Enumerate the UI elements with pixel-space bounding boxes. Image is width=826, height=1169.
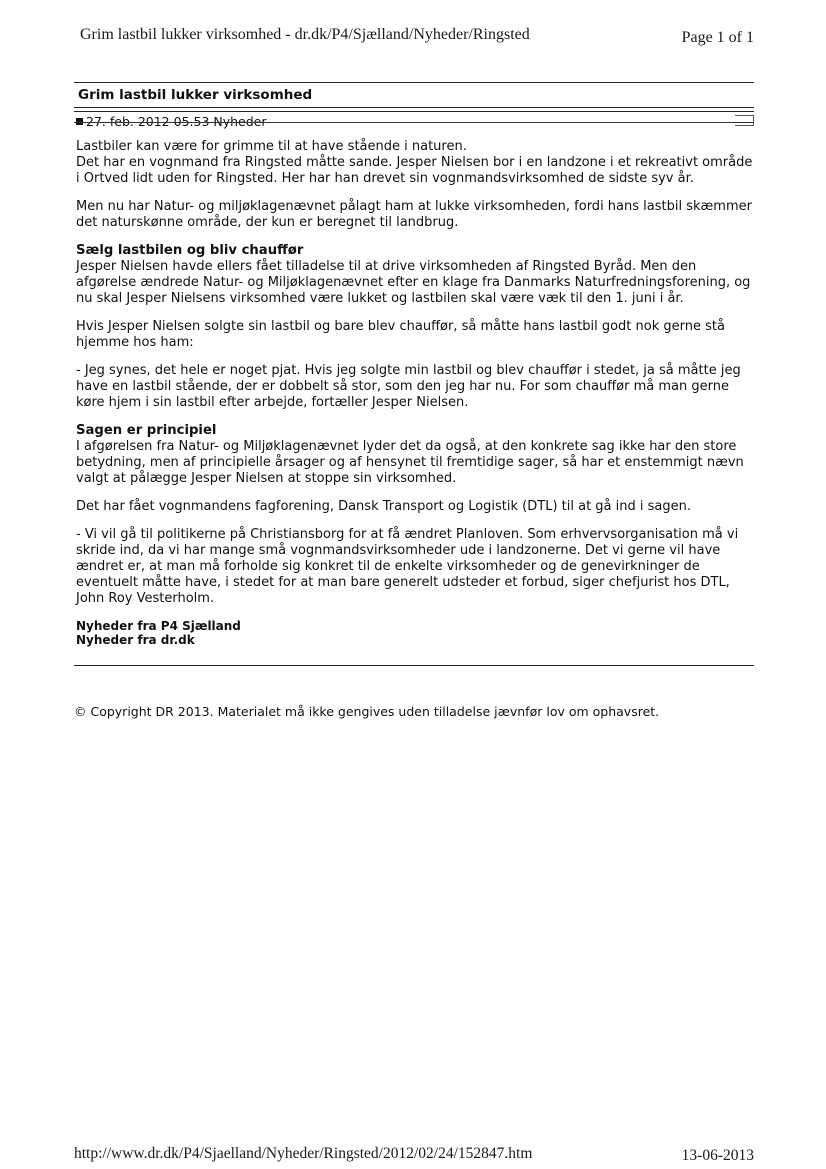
copyright-notice: © Copyright DR 2013. Materialet må ikke gengives uden tilladelse jævnfør lov om ophavsret. [74, 704, 660, 719]
source-line: Nyheder fra dr.dk [76, 633, 195, 647]
source-line: Nyheder fra P4 Sjælland [76, 619, 241, 633]
quote-paragraph: - Jeg synes, det hele er noget pjat. Hvis jeg solgte min lastbil og blev chauffør i stedet, ja så måtte jeg have en lastbil stående, der er dobbelt så stor, som den jeg har nu. For som chauffør må man gerne køre hjem i sin lastbil efter arbejde, fortæller Jesper Nielsen. [76, 363, 741, 410]
title-top-rule [74, 82, 754, 83]
meta-box-end [735, 115, 754, 126]
print-footer-url: http://www.dr.dk/P4/Sjaelland/Nyheder/Ringsted/2012/02/24/152847.htm [74, 1145, 533, 1162]
meta-strike-line [74, 122, 754, 123]
body-paragraph: Hvis Jesper Nielsen solgte sin lastbil og bare blev chauffør, så måtte hans lastbil godt nok gerne stå hjemme hos ham: [76, 319, 725, 350]
article-title: Grim lastbil lukker virksomhed [78, 87, 313, 103]
intro-paragraph: Lastbiler kan være for grimme til at have stående i naturen. Det har en vognmand fra Ringsted måtte sande. Jesper Nielsen bor i en landzone i et rekreativt område i Ortved lidt uden for Ringsted. Her har han drevet sin vognmandsvirksomhed de sidste syv år. [76, 139, 753, 186]
section-heading: Sælg lastbilen og bliv chauffør [76, 243, 304, 258]
article-meta [74, 114, 754, 130]
title-bottom-rule [74, 107, 754, 112]
quote-paragraph: - Vi vil gå til politikerne på Christiansborg for at få ændret Planloven. Som erhvervsorganisation må vi skride ind, da vi har mange små vognmandsvirksomheder ude i landzonerne. Det vi gerne vil have ændret er, at man må forholde sig konkret til de enkelte virksomheder og de genevirkninger de eventuelt måtte have, i stedet for at man bare generelt udsteder et forbud, siger chefjurist hos DTL, John Roy Vesterholm. [76, 527, 739, 606]
body-paragraph: Men nu har Natur- og miljøklagenævnet pålagt ham at lukke virksomheden, fordi hans lastbil skæmmer det naturskønne område, der kun er beregnet til landbrug. [76, 199, 752, 230]
section-heading: Sagen er principiel [76, 423, 217, 438]
body-paragraph: Jesper Nielsen havde ellers fået tilladelse til at drive virksomheden af Ringsted Byråd. Men den afgørelse ændrede Natur- og Miljøklagenævnet efter en klage fra Danmarks Naturfredningsforening, og nu skal Jesper Nielsens virksomhed være lukket og lastbilen skal være væk til den 1. juni i år. [76, 259, 751, 306]
article-date-category: 27. feb. 2012 05.53 Nyheder [86, 114, 267, 129]
print-footer-date: 13-06-2013 [681, 1147, 754, 1164]
print-header-page-number: Page 1 of 1 [681, 29, 754, 46]
article [74, 82, 754, 719]
article-bottom-rule [74, 665, 754, 666]
body-paragraph: I afgørelsen fra Natur- og Miljøklagenævnet lyder det da også, at den konkrete sag ikke har den store betydning, men af principielle årsager og af hensynet til fremtidige sager, så har et enstemmigt nævn valgt at pålægge Jesper Nielsen at stoppe sin virksomhed. [76, 439, 744, 486]
body-paragraph: Det har fået vognmandens fagforening, Dansk Transport og Logistik (DTL) til at gå ind i sagen. [76, 499, 691, 514]
print-header-title: Grim lastbil lukker virksomhed - dr.dk/P4/Sjælland/Nyheder/Ringsted [80, 26, 530, 43]
